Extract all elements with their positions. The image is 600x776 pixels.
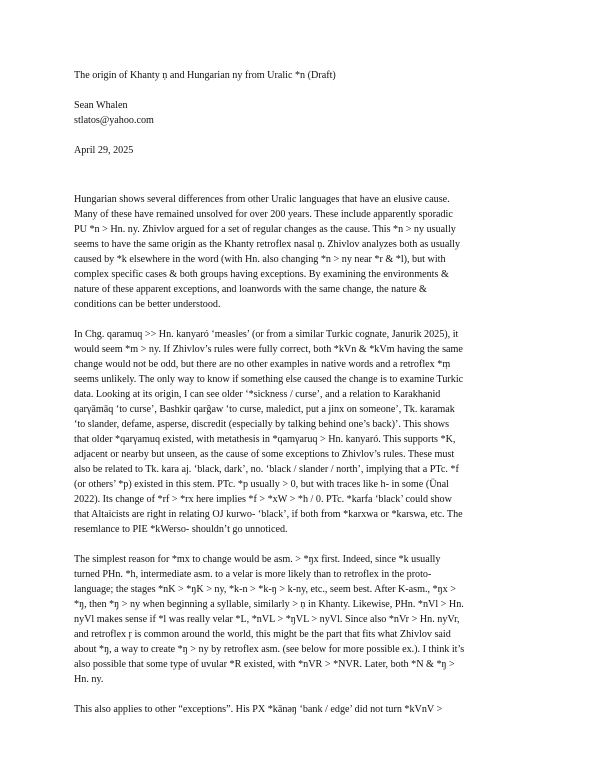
text-line: *ŋ, then *ŋ > ny when beginning a syllable, similarly > ṇ in Khanty. Likewise, PHn. *nVl > Hn. — [74, 599, 464, 610]
text-line: resemlance to PIE *kWerso- shouldn’t go unnoticed. — [74, 524, 288, 535]
text-line: Hungarian shows several differences from other Uralic languages that have an elusive cause. — [74, 194, 450, 205]
text-line: nature of these apparent exceptions, and loanwords with the same change, the nature & — [74, 284, 427, 295]
text-line: caused by *k elsewhere in the word (with Hn. also changing *n > ny near *r & *l), but with — [74, 254, 446, 265]
text-line: also possible that some type of uvular *R existed, with *nVR > *NVR. Later, both *N & *ŋ > — [74, 659, 455, 670]
text-line: Many of these have remained unsolved for over 200 years. These include apparently sporadic — [74, 209, 453, 220]
text-line: seems to have the same origin as the Khanty retroflex nasal ṇ. Zhivlov analyzes both as usually — [74, 239, 461, 250]
paragraph-2 — [74, 327, 536, 537]
paragraph-4 — [74, 702, 536, 717]
text-line: PU *n > Hn. ny. Zhivlov argued for a set of regular changes as the cause. This *n > ny usually — [74, 224, 456, 235]
document-date: April 29, 2025 — [74, 145, 134, 156]
author-block — [74, 98, 536, 128]
text-line: seems unlikely. The only way to know if something else caused the change is to examine Turkic — [74, 374, 464, 385]
text-line: This also applies to other “exceptions”. His PX *kānəŋ ‘bank / edge’ did not turn *kVnV > — [74, 704, 443, 715]
text-line: about *ŋ, a way to create *ŋ > ny by retroflex asm. (see below for more possible ex.). I think it’s — [74, 644, 465, 655]
text-line: turned PHn. *h, intermediate asm. to a velar is more likely than to retroflex in the proto- — [74, 569, 432, 580]
paragraph-3 — [74, 552, 536, 687]
document-title: The origin of Khanty ṇ and Hungarian ny from Uralic *n (Draft) — [74, 70, 336, 81]
text-line: change would not be odd, but there are no other examples in native words and a retroflex *ṃ — [74, 359, 451, 370]
document-page — [74, 68, 536, 717]
text-line: would seem *m > ny. If Zhivlov’s rules were fully correct, both *kVn & *kVm having the same — [74, 344, 463, 355]
text-line: that older *qarγamuq existed, with metathesis in *qamγaruq > Hn. kanyaró. This supports *K, — [74, 434, 456, 445]
text-line: adjacent or nearby but unseen, as the cause of some exceptions to Zhivlov’s rules. These must — [74, 449, 455, 460]
text-line: qarγāmāq ‘to curse’, Bashkir qarğaw ‘to curse, maledict, put a jinx on someone’, Tk. karamak — [74, 404, 455, 415]
author-name: Sean Whalen — [74, 100, 128, 111]
text-line: and retroflex ṛ is common around the world, this might be the part that fits what Zhivlov said — [74, 629, 451, 640]
text-line: language; the stages *nK > *ŋK > ny, *k-n > *k-ŋ > k-ny, etc., seem best. After K-asm., *ŋx > — [74, 584, 456, 595]
text-line: also be related to Tk. kara aj. ‘black, dark’, no. ‘black / slander / north’, implying that a PTc. *f — [74, 464, 459, 475]
text-line: nyVl makes sense if *l was really velar *L, *nVL > *ŋVL > nyVl. Since also *nVr > Hn. nyVr, — [74, 614, 460, 625]
text-line: 2022). Its change of *rf > *rx here implies *f > *xW > *h / 0. PTc. *karfa ‘black’ could show — [74, 494, 452, 505]
text-line: complex specific cases & both groups having exceptions. By examining the environments & — [74, 269, 449, 280]
text-line: conditions can be better understood. — [74, 299, 221, 310]
text-line: ‘to slander, defame, asperse, discredit (especially by talking behind one’s back)’. This shows — [74, 419, 450, 430]
paragraph-1 — [74, 192, 536, 312]
text-line: data. Looking at its origin, I can see older ‘*sickness / curse’, and a relation to Karakhanid — [74, 389, 441, 400]
text-line: (or others’ *p) existed in this stem. PTc. *p usually > 0, but with traces like h- in some (Ünal — [74, 479, 449, 490]
text-line: In Chg. qaramuq >> Hn. kanyaró ‘measles’ (or from a similar Turkic cognate, Janurik 2025), it — [74, 329, 459, 340]
text-line: that Altaicists are right in relating OJ kurwo- ‘black’, if both from *karxwa or *karswa, etc. The — [74, 509, 463, 520]
author-email: stlatos@yahoo.com — [74, 115, 154, 126]
text-line: Hn. ny. — [74, 674, 104, 685]
text-line: The simplest reason for *mx to change would be asm. > *ŋx first. Indeed, since *k usually — [74, 554, 441, 565]
